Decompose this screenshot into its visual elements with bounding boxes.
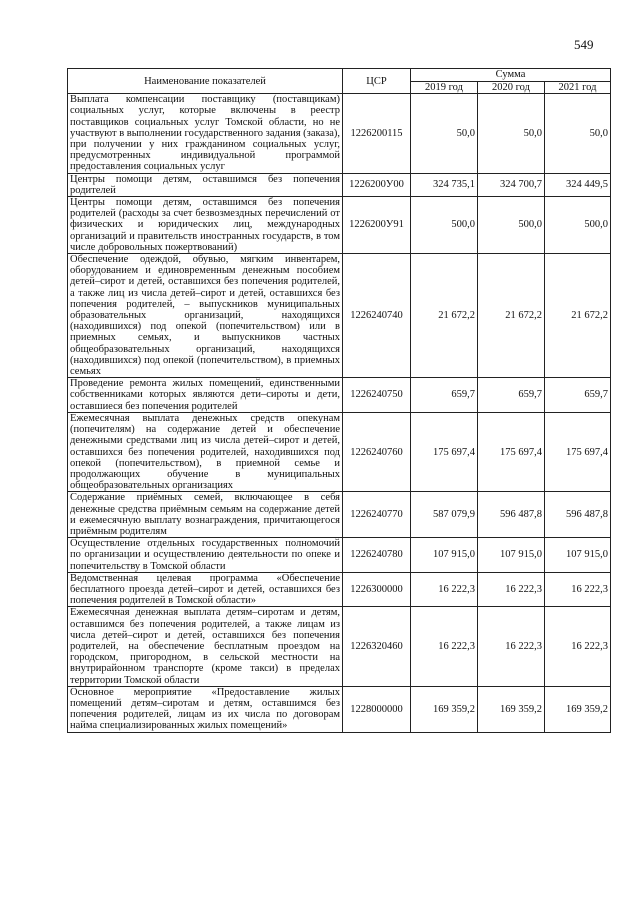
row-value-2019: 21 672,2 [411, 254, 478, 378]
row-name: Осуществление отдельных государственных полномочий по организации и осуществлению деятельности по опеке и попечительству в Томской области [68, 538, 343, 573]
table-row [68, 378, 611, 413]
row-value-2019: 16 222,3 [411, 607, 478, 686]
row-name: Центры помощи детям, оставшимся без попечения родителей [68, 173, 343, 196]
table-row [68, 607, 611, 686]
row-code: 1226300000 [343, 572, 411, 607]
row-value-2019: 500,0 [411, 197, 478, 254]
row-name: Ведомственная целевая программа «Обеспечение бесплатного проезда детей–сирот и детей, оставшихся без попечения родителей в Томской области» [68, 572, 343, 607]
table-row [68, 572, 611, 607]
row-value-2019: 324 735,1 [411, 173, 478, 196]
table-header-row [68, 69, 611, 82]
header-year-2019: 2019 год [411, 82, 478, 94]
row-value-2021: 596 487,8 [545, 492, 611, 538]
row-value-2019: 587 079,9 [411, 492, 478, 538]
row-value-2021: 16 222,3 [545, 572, 611, 607]
header-name: Наименование показателей [68, 69, 343, 94]
row-value-2020: 21 672,2 [478, 254, 545, 378]
row-code: 1226200У91 [343, 197, 411, 254]
row-value-2020: 16 222,3 [478, 607, 545, 686]
row-name: Содержание приёмных семей, включающее в себя денежные средства приёмным семьям на содержание детей и ежемесячную выплату вознаграждения, причитающегося приёмным родителям [68, 492, 343, 538]
row-value-2021: 50,0 [545, 94, 611, 173]
row-value-2020: 107 915,0 [478, 538, 545, 573]
row-value-2021: 107 915,0 [545, 538, 611, 573]
row-name: Выплата компенсации поставщику (поставщикам) социальных услуг, которые включены в реестр поставщиков социальных услуг Томской области, но не участвуют в выполнении государственного задания (заказа), при получении у них гражданином социальных услуг, предусмотренных индивидуальной программой предоставления социальных услуг [68, 94, 343, 173]
row-value-2020: 169 359,2 [478, 686, 545, 732]
row-value-2019: 107 915,0 [411, 538, 478, 573]
row-value-2020: 16 222,3 [478, 572, 545, 607]
row-code: 1226320460 [343, 607, 411, 686]
row-value-2019: 50,0 [411, 94, 478, 173]
row-code: 1226200У00 [343, 173, 411, 196]
row-name: Обеспечение одеждой, обувью, мягким инвентарем, оборудованием и единовременным денежным пособием детей–сирот и детей, оставшихся без попечения родителей, а также лиц из числа детей–сирот и детей, оставшихся без попечения родителей, – выпускников муниципальных образовательных организаций, находящихся (находившихся) под опекой (попечительством) или в приемных семьях, и выпускников частных общеобразовательных организаций, находящихся (находившихся) под опекой (попечительством), в приемных семьях [68, 254, 343, 378]
table-row [68, 686, 611, 732]
table-row [68, 197, 611, 254]
row-value-2021: 21 672,2 [545, 254, 611, 378]
row-value-2020: 500,0 [478, 197, 545, 254]
header-code: ЦСР [343, 69, 411, 94]
row-value-2021: 169 359,2 [545, 686, 611, 732]
row-value-2020: 659,7 [478, 378, 545, 413]
table-row [68, 173, 611, 196]
table-row [68, 538, 611, 573]
row-code: 1226240780 [343, 538, 411, 573]
row-code: 1226200115 [343, 94, 411, 173]
table-row [68, 492, 611, 538]
row-value-2020: 175 697,4 [478, 412, 545, 491]
row-name: Ежемесячная выплата денежных средств опекунам (попечителям) на содержание детей и обеспечение денежными средствами лиц из числа детей–сирот и детей, оставшихся без попечения родителей, находившихся под опекой (попечительством), в приемной семье и продолжающих обучение в муниципальных общеобразовательных организациях [68, 412, 343, 491]
budget-table [67, 68, 611, 733]
page-number: 549 [574, 37, 594, 52]
row-value-2020: 596 487,8 [478, 492, 545, 538]
row-name: Проведение ремонта жилых помещений, единственными собственниками которых являются дети–сироты и дети, оставшиеся без попечения родителей [68, 378, 343, 413]
row-code: 1226240770 [343, 492, 411, 538]
row-value-2019: 169 359,2 [411, 686, 478, 732]
table-row [68, 94, 611, 173]
row-value-2021: 175 697,4 [545, 412, 611, 491]
row-value-2020: 50,0 [478, 94, 545, 173]
header-year-2021: 2021 год [545, 82, 611, 94]
row-name: Центры помощи детям, оставшимся без попечения родителей (расходы за счет безвозмездных перечислений от физических и юридических лиц, международных организаций и правительств иностранных государств, в том числе добровольных пожертвований) [68, 197, 343, 254]
row-value-2019: 175 697,4 [411, 412, 478, 491]
row-code: 1228000000 [343, 686, 411, 732]
row-code: 1226240750 [343, 378, 411, 413]
row-value-2021: 500,0 [545, 197, 611, 254]
row-code: 1226240740 [343, 254, 411, 378]
header-year-2020: 2020 год [478, 82, 545, 94]
row-value-2021: 324 449,5 [545, 173, 611, 196]
row-code: 1226240760 [343, 412, 411, 491]
row-value-2020: 324 700,7 [478, 173, 545, 196]
table-row [68, 412, 611, 491]
row-name: Ежемесячная денежная выплата детям–сиротам и детям, оставшимся без попечения родителей, а также лицам из числа детей–сирот и детей, оставшихся без попечения родителей, на обеспечение бесплатным проездом на городском, пригородном, в сельской местности на внутрирайонном транспорте (кроме такси) в пределах территории Томской области [68, 607, 343, 686]
header-sum: Сумма [411, 69, 611, 82]
row-value-2021: 659,7 [545, 378, 611, 413]
table-row [68, 254, 611, 378]
row-value-2021: 16 222,3 [545, 607, 611, 686]
row-value-2019: 16 222,3 [411, 572, 478, 607]
row-value-2019: 659,7 [411, 378, 478, 413]
row-name: Основное мероприятие «Предоставление жилых помещений детям–сиротам и детям, оставшимся без попечения родителей, лицам из их числа по договорам найма специализированных жилых помещений» [68, 686, 343, 732]
